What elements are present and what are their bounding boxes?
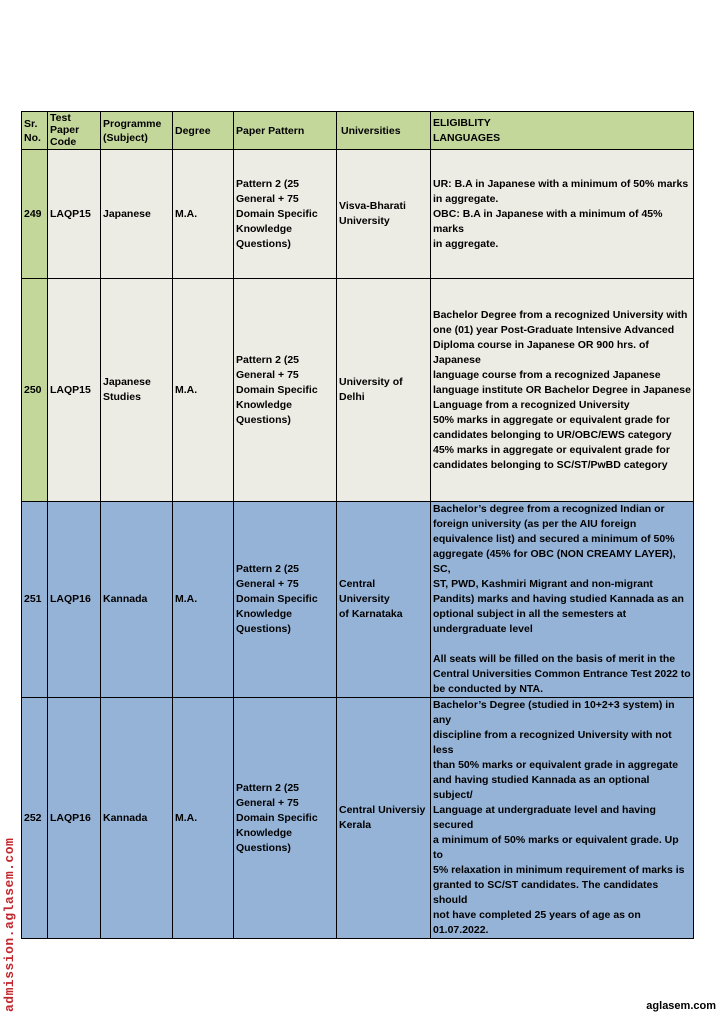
code-cell: LAQP15 [48, 150, 101, 279]
header-programme: Programme (Subject) [101, 112, 173, 150]
eligibility-cell: UR: B.A in Japanese with a minimum of 50% marks in aggregate. OBC: B.A in Japanese with a minimum of 45% marks in aggregate. [431, 150, 694, 279]
table-row [22, 502, 694, 698]
programme-cell: Japanese Studies [101, 279, 173, 502]
programme-cell: Kannada [101, 698, 173, 939]
pattern-cell: Pattern 2 (25 General + 75 Domain Specific Knowledge Questions) [234, 150, 337, 279]
sr-no-cell: 252 [22, 698, 48, 939]
header-paper-pattern: Paper Pattern [234, 112, 337, 150]
pattern-cell: Pattern 2 (25 General + 75 Domain Specific Knowledge Questions) [234, 279, 337, 502]
university-cell: University of Delhi [337, 279, 431, 502]
sr-no-cell: 251 [22, 502, 48, 698]
header-degree: Degree [173, 112, 234, 150]
header-eligibility: ELIGIBLITY LANGUAGES [431, 112, 694, 150]
eligibility-table [21, 111, 694, 939]
header-row [22, 112, 694, 150]
side-watermark: admission.aglasem.com [2, 837, 17, 1012]
degree-cell: M.A. [173, 698, 234, 939]
header-sr-no: Sr. No. [22, 112, 48, 150]
pattern-cell: Pattern 2 (25 General + 75 Domain Specific Knowledge Questions) [234, 502, 337, 698]
university-cell: Central Universiy Kerala [337, 698, 431, 939]
footer-brand: aglasem.com [646, 1000, 716, 1012]
header-test-code: Test Paper Code [48, 112, 101, 150]
eligibility-cell: Bachelor’s degree from a recognized Indian or foreign university (as per the AIU foreign equivalence list) and secured a minimum of 50% aggregate (45% for OBC (NON CREAMY LAYER), SC, ST, PWD, Kashmiri Migrant and non-migrant Pandits) marks and having studied Kannada as an optional subject in all the semesters at undergraduate level All seats will be filled on the basis of merit in the Central Universities Common Entrance Test 2022 to be conducted by NTA. [431, 502, 694, 698]
eligibility-cell: Bachelor Degree from a recognized University with one (01) year Post-Graduate Intensive Advanced Diploma course in Japanese OR 900 hrs. of Japanese language course from a recognized Japanese language institute OR Bachelor Degree in Japanese Language from a recognized University 50% marks in aggregate or equivalent grade for candidates belonging to UR/OBC/EWS category 45% marks in aggregate or equivalent grade for candidates belonging to SC/ST/PwBD category [431, 279, 694, 502]
header-universities: Universities [337, 112, 431, 150]
eligibility-cell: Bachelor’s Degree (studied in 10+2+3 system) in any discipline from a recognized University with not less than 50% marks or equivalent grade in aggregate and having studied Kannada as an optional subject/ Language at undergraduate level and having secured a minimum of 50% marks or equivalent grade. Up to 5% relaxation in minimum requirement of marks is granted to SC/ST candidates. The candidates should not have completed 25 years of age as on 01.07.2022. [431, 698, 694, 939]
university-cell: Central University of Karnataka [337, 502, 431, 698]
sr-no-cell: 249 [22, 150, 48, 279]
sr-no-cell: 250 [22, 279, 48, 502]
table-row [22, 698, 694, 939]
programme-cell: Japanese [101, 150, 173, 279]
table-row [22, 279, 694, 502]
degree-cell: M.A. [173, 279, 234, 502]
code-cell: LAQP15 [48, 279, 101, 502]
degree-cell: M.A. [173, 502, 234, 698]
degree-cell: M.A. [173, 150, 234, 279]
code-cell: LAQP16 [48, 698, 101, 939]
programme-cell: Kannada [101, 502, 173, 698]
table-row [22, 150, 694, 279]
code-cell: LAQP16 [48, 502, 101, 698]
pattern-cell: Pattern 2 (25 General + 75 Domain Specific Knowledge Questions) [234, 698, 337, 939]
university-cell: Visva-Bharati University [337, 150, 431, 279]
